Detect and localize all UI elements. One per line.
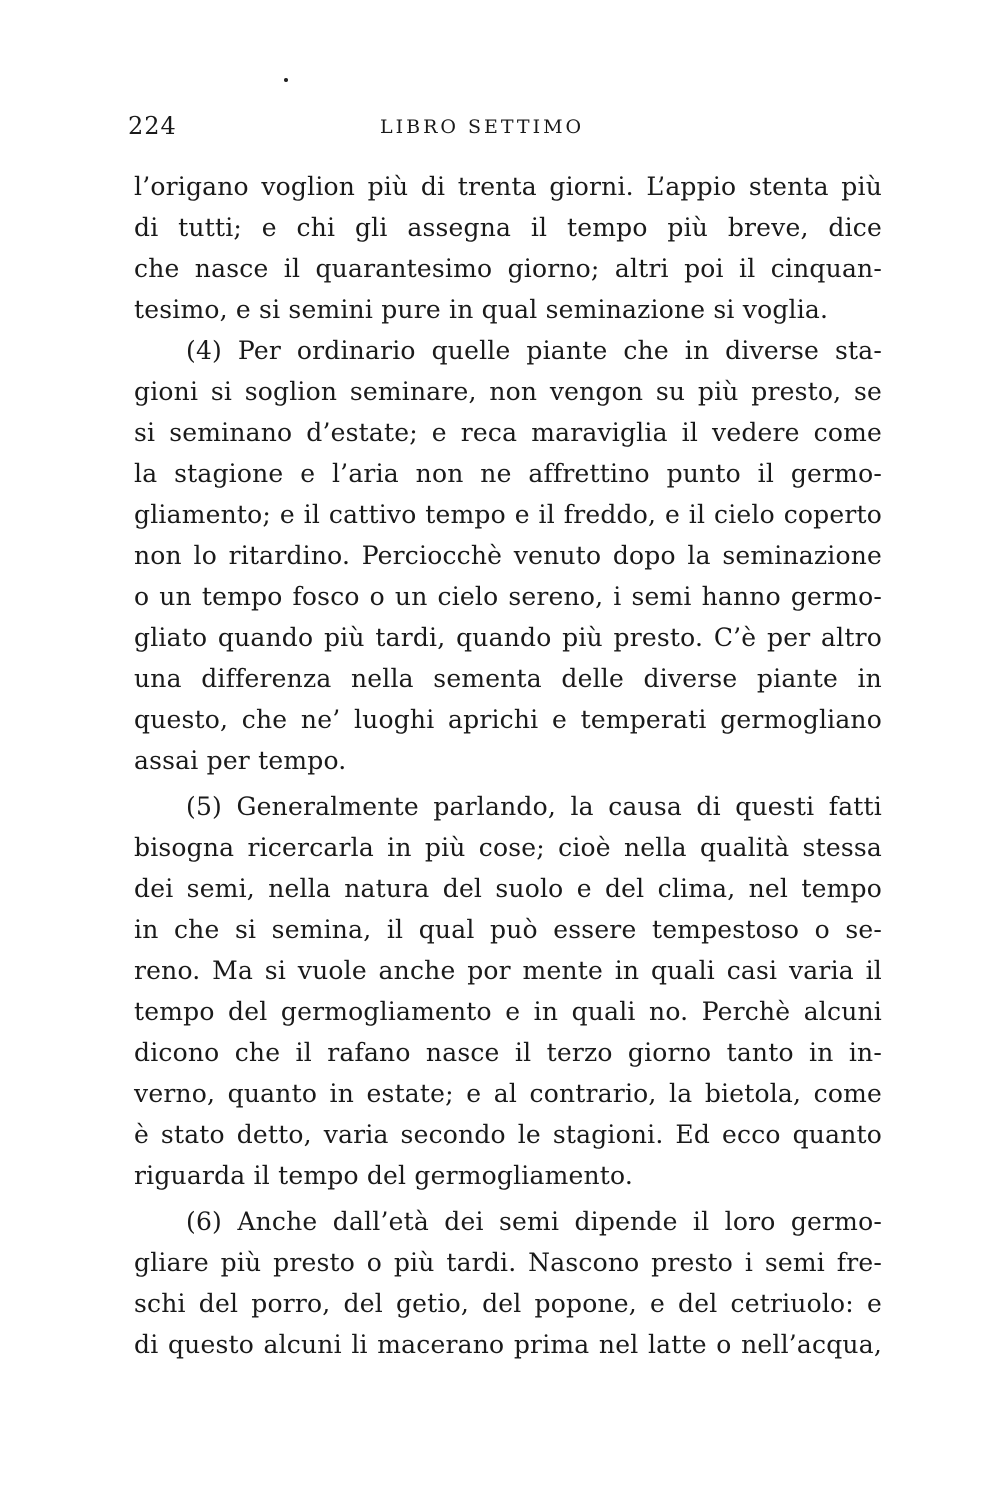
- text-line: gioni si soglion seminare, non vengon su più presto, se: [134, 377, 882, 406]
- text-line: dei semi, nella natura del suolo e del clima, nel tempo: [134, 874, 882, 903]
- text-line: di tutti; e chi gli assegna il tempo più breve, dice: [134, 213, 882, 242]
- text-line: in che si semina, il qual può essere tempestoso o se-: [134, 915, 882, 944]
- text-line: si seminano d’estate; e reca maraviglia il vedere come: [134, 418, 882, 447]
- text-line: o un tempo fosco o un cielo sereno, i semi hanno germo-: [134, 582, 882, 611]
- paragraph-first-line: (4) Per ordinario quelle piante che in diverse sta-: [186, 336, 882, 365]
- text-line: tempo del germogliamento e in quali no. Perchè alcuni: [134, 997, 882, 1026]
- text-line: schi del porro, del getio, del popone, e del cetriuolo: e: [134, 1289, 882, 1318]
- text-line: una differenza nella sementa delle diverse piante in: [134, 664, 882, 693]
- text-line: questo, che ne’ luoghi aprichi e temperati germogliano: [134, 705, 882, 734]
- text-line: l’origano voglion più di trenta giorni. L’appio stenta più: [134, 172, 882, 201]
- text-line: gliamento; e il cattivo tempo e il freddo, e il cielo coperto: [134, 500, 882, 529]
- paragraph-first-line: (6) Anche dall’età dei semi dipende il loro germo-: [186, 1207, 882, 1236]
- body-text: [134, 166, 882, 1365]
- text-line: è stato detto, varia secondo le stagioni. Ed ecco quanto: [134, 1120, 882, 1149]
- text-line: verno, quanto in estate; e al contrario, la bietola, come: [134, 1079, 882, 1108]
- text-line: dicono che il rafano nasce il terzo giorno tanto in in-: [134, 1038, 882, 1067]
- paragraph-first-line: (5) Generalmente parlando, la causa di questi fatti: [186, 792, 882, 821]
- text-line: assai per tempo.: [134, 746, 347, 775]
- page-number: 224: [128, 112, 177, 140]
- page-header: [128, 112, 890, 146]
- text-line: riguarda il tempo del germogliamento.: [134, 1161, 634, 1190]
- text-line: reno. Ma si vuole anche por mente in quali casi varia il: [134, 956, 882, 985]
- text-line: che nasce il quarantesimo giorno; altri poi il cinquan-: [134, 254, 882, 283]
- text-line: gliare più presto o più tardi. Nascono presto i semi fre-: [134, 1248, 882, 1277]
- text-line: bisogna ricercarla in più cose; cioè nella qualità stessa: [134, 833, 882, 862]
- print-speck: [284, 78, 288, 82]
- text-line: tesimo, e si semini pure in qual seminazione si voglia.: [134, 295, 829, 324]
- text-line: la stagione e l’aria non ne affrettino punto il germo-: [134, 459, 882, 488]
- text-line: non lo ritardino. Perciocchè venuto dopo la seminazione: [134, 541, 882, 570]
- running-head: LIBRO SETTIMO: [380, 116, 585, 138]
- text-line: gliato quando più tardi, quando più presto. C’è per altro: [134, 623, 882, 652]
- text-line: di questo alcuni li macerano prima nel latte o nell’acqua,: [134, 1330, 882, 1359]
